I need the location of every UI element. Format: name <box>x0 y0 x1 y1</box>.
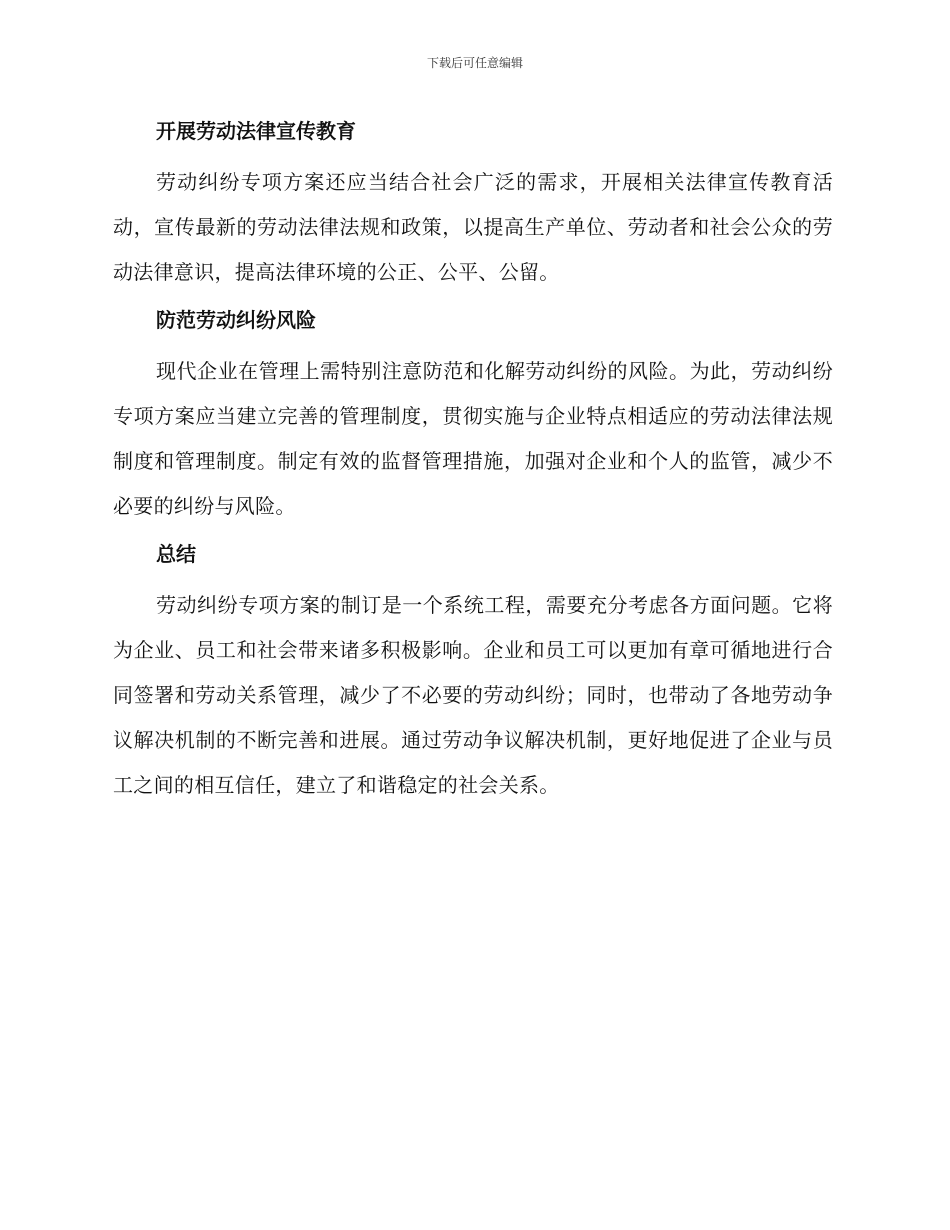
section-heading: 开展劳动法律宣传教育 <box>156 119 356 143</box>
section-risk-prevention <box>113 305 833 529</box>
section-paragraph: 劳动纠纷专项方案的制订是一个系统工程，需要充分考虑各方面问题。它将为企业、员工和社会带来诸多积极影响。企业和员工可以更加有章可循地进行合同签署和劳动关系管理，减少了不必要的劳动纠纷；同时，也带动了各地劳动争议解决机制的不断完善和进展。通过劳动争议解决机制，更好地促进了企业与员工之间的相互信任，建立了和谐稳定的社会关系。 <box>113 593 833 797</box>
section-paragraph: 现代企业在管理上需特别注意防范和化解劳动纠纷的风险。为此，劳动纠纷专项方案应当建立完善的管理制度，贯彻实施与企业特点相适应的劳动法律法规制度和管理制度。制定有效的监督管理措施，加强对企业和个人的监管，减少不必要的纠纷与风险。 <box>113 359 833 518</box>
page-header: 下载后可任意编辑 <box>426 56 523 70</box>
document-body <box>113 106 833 818</box>
section-paragraph: 劳动纠纷专项方案还应当结合社会广泛的需求，开展相关法律宣传教育活动，宣传最新的劳动法律法规和政策，以提高生产单位、劳动者和社会公众的劳动法律意识，提高法律环境的公正、公平、公留。 <box>113 170 833 284</box>
section-legal-education <box>113 116 833 295</box>
section-heading: 总结 <box>156 542 196 566</box>
section-heading: 防范劳动纠纷风险 <box>156 308 316 332</box>
section-summary <box>113 539 833 808</box>
